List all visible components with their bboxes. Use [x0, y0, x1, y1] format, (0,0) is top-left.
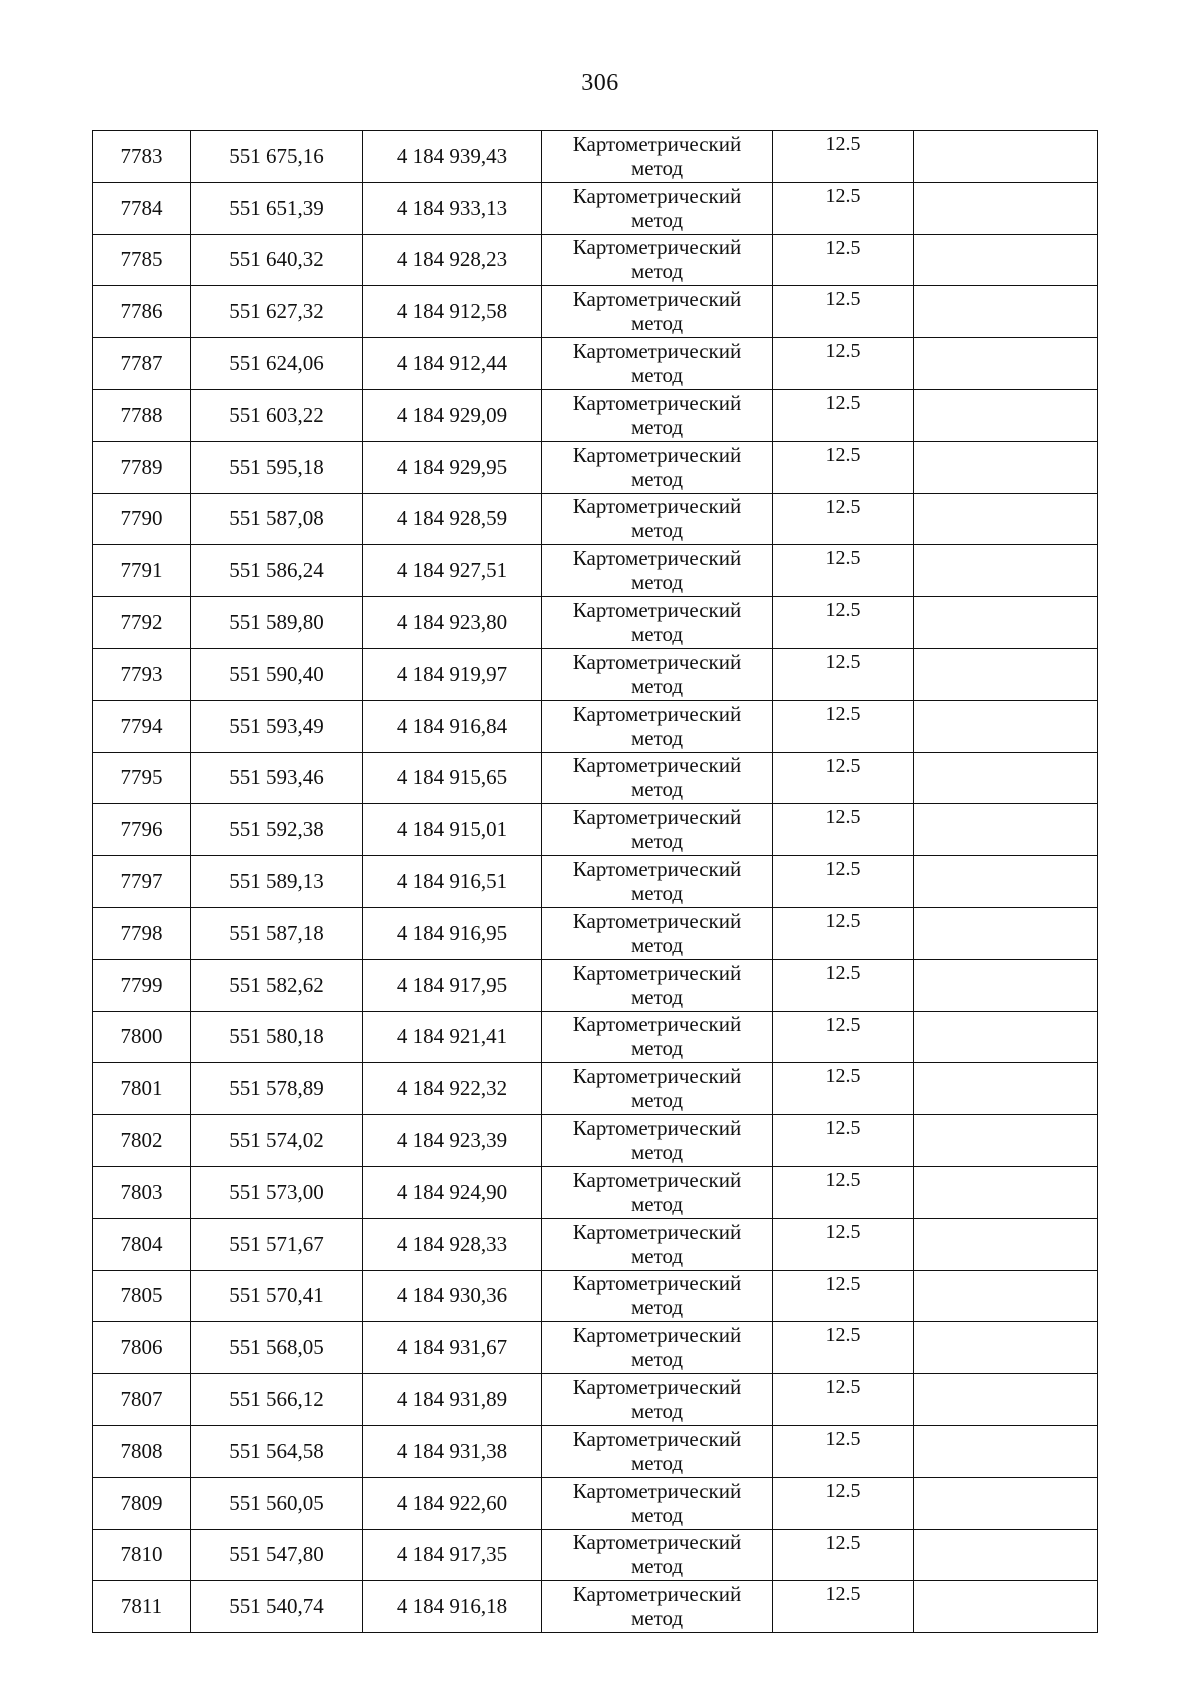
table-row [93, 131, 1098, 183]
x-coordinate-cell: 551 547,80 [191, 1529, 363, 1581]
method-cell [542, 1477, 773, 1529]
point-number-cell: 7799 [93, 959, 191, 1011]
precision-cell: 12.5 [773, 804, 914, 856]
method-cell [542, 1322, 773, 1374]
table-row [93, 1581, 1098, 1633]
method-cell [542, 182, 773, 234]
precision-cell: 12.5 [773, 959, 914, 1011]
y-coordinate-cell: 4 184 931,67 [363, 1322, 542, 1374]
note-cell [914, 1322, 1098, 1374]
x-coordinate-cell: 551 571,67 [191, 1218, 363, 1270]
y-coordinate-cell: 4 184 924,90 [363, 1166, 542, 1218]
point-number-cell: 7789 [93, 441, 191, 493]
method-label-line2: метод [630, 1554, 684, 1579]
method-label-line2: метод [630, 1502, 684, 1527]
method-cell [542, 1115, 773, 1167]
precision-cell: 12.5 [773, 856, 914, 908]
x-coordinate-cell: 551 566,12 [191, 1374, 363, 1426]
note-cell [914, 597, 1098, 649]
table-row [93, 648, 1098, 700]
precision-cell: 12.5 [773, 1218, 914, 1270]
point-number-cell: 7804 [93, 1218, 191, 1270]
precision-cell: 12.5 [773, 752, 914, 804]
method-cell [542, 338, 773, 390]
method-cell [542, 545, 773, 597]
x-coordinate-cell: 551 586,24 [191, 545, 363, 597]
method-cell [542, 441, 773, 493]
method-label-line2: метод [630, 1036, 684, 1061]
note-cell [914, 338, 1098, 390]
precision-cell: 12.5 [773, 389, 914, 441]
coordinates-table [92, 130, 1098, 1633]
note-cell [914, 1374, 1098, 1426]
method-label-line1: Картометрический [572, 131, 742, 156]
table-row [93, 959, 1098, 1011]
method-label-line1: Картометрический [572, 857, 742, 882]
point-number-cell: 7800 [93, 1011, 191, 1063]
method-label-line2: метод [630, 518, 684, 543]
x-coordinate-cell: 551 590,40 [191, 648, 363, 700]
point-number-cell: 7797 [93, 856, 191, 908]
x-coordinate-cell: 551 624,06 [191, 338, 363, 390]
method-cell [542, 1529, 773, 1581]
precision-cell: 12.5 [773, 1115, 914, 1167]
method-cell [542, 856, 773, 908]
method-label-line2: метод [630, 207, 684, 232]
y-coordinate-cell: 4 184 917,35 [363, 1529, 542, 1581]
precision-cell: 12.5 [773, 597, 914, 649]
table-row [93, 804, 1098, 856]
table-row [93, 856, 1098, 908]
method-label-line1: Картометрический [572, 1167, 742, 1192]
method-label-line1: Картометрический [572, 1426, 742, 1451]
method-cell [542, 1166, 773, 1218]
method-cell [542, 1218, 773, 1270]
y-coordinate-cell: 4 184 928,23 [363, 234, 542, 286]
y-coordinate-cell: 4 184 916,51 [363, 856, 542, 908]
precision-cell: 12.5 [773, 286, 914, 338]
y-coordinate-cell: 4 184 922,60 [363, 1477, 542, 1529]
precision-cell: 12.5 [773, 131, 914, 183]
precision-cell: 12.5 [773, 182, 914, 234]
y-coordinate-cell: 4 184 922,32 [363, 1063, 542, 1115]
x-coordinate-cell: 551 580,18 [191, 1011, 363, 1063]
table-row [93, 338, 1098, 390]
method-cell [542, 131, 773, 183]
method-label-line1: Картометрический [572, 1530, 742, 1555]
table-row [93, 1529, 1098, 1581]
method-label-line2: метод [630, 1191, 684, 1216]
y-coordinate-cell: 4 184 928,33 [363, 1218, 542, 1270]
precision-cell: 12.5 [773, 1166, 914, 1218]
method-cell [542, 597, 773, 649]
x-coordinate-cell: 551 573,00 [191, 1166, 363, 1218]
method-cell [542, 700, 773, 752]
table-row [93, 597, 1098, 649]
precision-cell: 12.5 [773, 648, 914, 700]
point-number-cell: 7783 [93, 131, 191, 183]
note-cell [914, 856, 1098, 908]
method-cell [542, 1011, 773, 1063]
note-cell [914, 545, 1098, 597]
table-row [93, 1115, 1098, 1167]
table-row [93, 752, 1098, 804]
y-coordinate-cell: 4 184 917,95 [363, 959, 542, 1011]
point-number-cell: 7806 [93, 1322, 191, 1374]
method-label-line1: Картометрический [572, 339, 742, 364]
method-label-line1: Картометрический [572, 753, 742, 778]
precision-cell: 12.5 [773, 1063, 914, 1115]
precision-cell: 12.5 [773, 338, 914, 390]
x-coordinate-cell: 551 570,41 [191, 1270, 363, 1322]
y-coordinate-cell: 4 184 919,97 [363, 648, 542, 700]
method-label-line1: Картометрический [572, 442, 742, 467]
method-cell [542, 1063, 773, 1115]
y-coordinate-cell: 4 184 916,84 [363, 700, 542, 752]
precision-cell: 12.5 [773, 1529, 914, 1581]
point-number-cell: 7786 [93, 286, 191, 338]
table-row [93, 1425, 1098, 1477]
point-number-cell: 7787 [93, 338, 191, 390]
method-cell [542, 1374, 773, 1426]
note-cell [914, 1425, 1098, 1477]
table-row [93, 1063, 1098, 1115]
method-label-line1: Картометрический [572, 1375, 742, 1400]
method-label-line2: метод [630, 311, 684, 336]
x-coordinate-cell: 551 651,39 [191, 182, 363, 234]
x-coordinate-cell: 551 627,32 [191, 286, 363, 338]
x-coordinate-cell: 551 589,80 [191, 597, 363, 649]
x-coordinate-cell: 551 578,89 [191, 1063, 363, 1115]
y-coordinate-cell: 4 184 933,13 [363, 182, 542, 234]
note-cell [914, 1166, 1098, 1218]
precision-cell: 12.5 [773, 545, 914, 597]
method-cell [542, 286, 773, 338]
y-coordinate-cell: 4 184 916,95 [363, 907, 542, 959]
x-coordinate-cell: 551 568,05 [191, 1322, 363, 1374]
note-cell [914, 804, 1098, 856]
y-coordinate-cell: 4 184 928,59 [363, 493, 542, 545]
method-cell [542, 752, 773, 804]
x-coordinate-cell: 551 595,18 [191, 441, 363, 493]
table-row [93, 1477, 1098, 1529]
precision-cell: 12.5 [773, 441, 914, 493]
method-label-line1: Картометрический [572, 649, 742, 674]
table-row [93, 545, 1098, 597]
method-label-line1: Картометрический [572, 390, 742, 415]
note-cell [914, 959, 1098, 1011]
table-row [93, 389, 1098, 441]
note-cell [914, 700, 1098, 752]
note-cell [914, 1218, 1098, 1270]
precision-cell: 12.5 [773, 1581, 914, 1633]
y-coordinate-cell: 4 184 915,65 [363, 752, 542, 804]
method-label-line2: метод [630, 466, 684, 491]
table-row [93, 182, 1098, 234]
method-cell [542, 959, 773, 1011]
coordinates-table-body [93, 131, 1098, 1633]
y-coordinate-cell: 4 184 927,51 [363, 545, 542, 597]
method-label-line2: метод [630, 363, 684, 388]
x-coordinate-cell: 551 593,46 [191, 752, 363, 804]
point-number-cell: 7808 [93, 1425, 191, 1477]
method-label-line2: метод [630, 829, 684, 854]
table-row [93, 441, 1098, 493]
x-coordinate-cell: 551 564,58 [191, 1425, 363, 1477]
precision-cell: 12.5 [773, 1011, 914, 1063]
method-cell [542, 804, 773, 856]
method-label-line1: Картометрический [572, 598, 742, 623]
y-coordinate-cell: 4 184 916,18 [363, 1581, 542, 1633]
method-label-line2: метод [630, 622, 684, 647]
method-label-line1: Картометрический [572, 235, 742, 260]
y-coordinate-cell: 4 184 931,89 [363, 1374, 542, 1426]
method-cell [542, 1270, 773, 1322]
method-cell [542, 1425, 773, 1477]
note-cell [914, 1581, 1098, 1633]
point-number-cell: 7811 [93, 1581, 191, 1633]
table-row [93, 1374, 1098, 1426]
y-coordinate-cell: 4 184 929,95 [363, 441, 542, 493]
method-cell [542, 907, 773, 959]
note-cell [914, 234, 1098, 286]
y-coordinate-cell: 4 184 929,09 [363, 389, 542, 441]
point-number-cell: 7784 [93, 182, 191, 234]
x-coordinate-cell: 551 587,18 [191, 907, 363, 959]
point-number-cell: 7801 [93, 1063, 191, 1115]
x-coordinate-cell: 551 587,08 [191, 493, 363, 545]
x-coordinate-cell: 551 593,49 [191, 700, 363, 752]
y-coordinate-cell: 4 184 930,36 [363, 1270, 542, 1322]
method-label-line1: Картометрический [572, 1478, 742, 1503]
point-number-cell: 7796 [93, 804, 191, 856]
method-cell [542, 389, 773, 441]
precision-cell: 12.5 [773, 493, 914, 545]
method-label-line2: метод [630, 1347, 684, 1372]
note-cell [914, 286, 1098, 338]
method-label-line1: Картометрический [572, 494, 742, 519]
method-label-line1: Картометрический [572, 908, 742, 933]
precision-cell: 12.5 [773, 1322, 914, 1374]
page-number: 306 [581, 70, 619, 96]
table-row [93, 493, 1098, 545]
point-number-cell: 7802 [93, 1115, 191, 1167]
table-row [93, 1322, 1098, 1374]
y-coordinate-cell: 4 184 923,39 [363, 1115, 542, 1167]
method-label-line1: Картометрический [572, 701, 742, 726]
x-coordinate-cell: 551 540,74 [191, 1581, 363, 1633]
table-row [93, 1218, 1098, 1270]
note-cell [914, 1011, 1098, 1063]
table-row [93, 1166, 1098, 1218]
table-row [93, 1011, 1098, 1063]
x-coordinate-cell: 551 574,02 [191, 1115, 363, 1167]
method-cell [542, 493, 773, 545]
note-cell [914, 1063, 1098, 1115]
method-label-line2: метод [630, 725, 684, 750]
table-row [93, 700, 1098, 752]
method-label-line2: метод [630, 259, 684, 284]
y-coordinate-cell: 4 184 921,41 [363, 1011, 542, 1063]
method-label-line2: метод [630, 1450, 684, 1475]
point-number-cell: 7790 [93, 493, 191, 545]
x-coordinate-cell: 551 589,13 [191, 856, 363, 908]
point-number-cell: 7793 [93, 648, 191, 700]
y-coordinate-cell: 4 184 939,43 [363, 131, 542, 183]
precision-cell: 12.5 [773, 1270, 914, 1322]
point-number-cell: 7795 [93, 752, 191, 804]
note-cell [914, 1115, 1098, 1167]
precision-cell: 12.5 [773, 1477, 914, 1529]
y-coordinate-cell: 4 184 923,80 [363, 597, 542, 649]
precision-cell: 12.5 [773, 907, 914, 959]
method-cell [542, 234, 773, 286]
method-cell [542, 648, 773, 700]
precision-cell: 12.5 [773, 1374, 914, 1426]
method-label-line2: метод [630, 1140, 684, 1165]
method-label-line1: Картометрический [572, 1582, 742, 1607]
method-label-line1: Картометрический [572, 287, 742, 312]
method-label-line2: метод [630, 1399, 684, 1424]
method-label-line1: Картометрический [572, 1064, 742, 1089]
method-label-line1: Картометрический [572, 1012, 742, 1037]
point-number-cell: 7788 [93, 389, 191, 441]
method-label-line2: метод [630, 414, 684, 439]
point-number-cell: 7792 [93, 597, 191, 649]
x-coordinate-cell: 551 603,22 [191, 389, 363, 441]
y-coordinate-cell: 4 184 931,38 [363, 1425, 542, 1477]
x-coordinate-cell: 551 582,62 [191, 959, 363, 1011]
note-cell [914, 441, 1098, 493]
note-cell [914, 389, 1098, 441]
method-label-line2: метод [630, 984, 684, 1009]
note-cell [914, 131, 1098, 183]
point-number-cell: 7807 [93, 1374, 191, 1426]
method-label-line1: Картометрический [572, 1271, 742, 1296]
x-coordinate-cell: 551 675,16 [191, 131, 363, 183]
note-cell [914, 907, 1098, 959]
note-cell [914, 1477, 1098, 1529]
method-label-line1: Картометрический [572, 805, 742, 830]
point-number-cell: 7791 [93, 545, 191, 597]
method-cell [542, 1581, 773, 1633]
table-row [93, 286, 1098, 338]
note-cell [914, 1529, 1098, 1581]
point-number-cell: 7798 [93, 907, 191, 959]
table-row [93, 1270, 1098, 1322]
method-label-line1: Картометрический [572, 960, 742, 985]
x-coordinate-cell: 551 560,05 [191, 1477, 363, 1529]
y-coordinate-cell: 4 184 912,44 [363, 338, 542, 390]
method-label-line2: метод [630, 673, 684, 698]
method-label-line1: Картометрический [572, 1323, 742, 1348]
method-label-line2: метод [630, 881, 684, 906]
y-coordinate-cell: 4 184 912,58 [363, 286, 542, 338]
method-label-line1: Картометрический [572, 546, 742, 571]
point-number-cell: 7805 [93, 1270, 191, 1322]
precision-cell: 12.5 [773, 1425, 914, 1477]
y-coordinate-cell: 4 184 915,01 [363, 804, 542, 856]
point-number-cell: 7803 [93, 1166, 191, 1218]
method-label-line2: метод [630, 570, 684, 595]
x-coordinate-cell: 551 640,32 [191, 234, 363, 286]
precision-cell: 12.5 [773, 700, 914, 752]
method-label-line1: Картометрический [572, 1219, 742, 1244]
note-cell [914, 752, 1098, 804]
note-cell [914, 1270, 1098, 1322]
method-label-line2: метод [630, 777, 684, 802]
method-label-line1: Картометрический [572, 1116, 742, 1141]
method-label-line2: метод [630, 1243, 684, 1268]
note-cell [914, 182, 1098, 234]
point-number-cell: 7809 [93, 1477, 191, 1529]
table-row [93, 907, 1098, 959]
method-label-line2: метод [630, 1088, 684, 1113]
method-label-line2: метод [630, 1606, 684, 1631]
x-coordinate-cell: 551 592,38 [191, 804, 363, 856]
method-label-line1: Картометрический [572, 183, 742, 208]
method-label-line2: метод [630, 1295, 684, 1320]
method-label-line2: метод [630, 155, 684, 180]
point-number-cell: 7810 [93, 1529, 191, 1581]
point-number-cell: 7785 [93, 234, 191, 286]
table-row [93, 234, 1098, 286]
method-label-line2: метод [630, 932, 684, 957]
note-cell [914, 493, 1098, 545]
precision-cell: 12.5 [773, 234, 914, 286]
point-number-cell: 7794 [93, 700, 191, 752]
note-cell [914, 648, 1098, 700]
